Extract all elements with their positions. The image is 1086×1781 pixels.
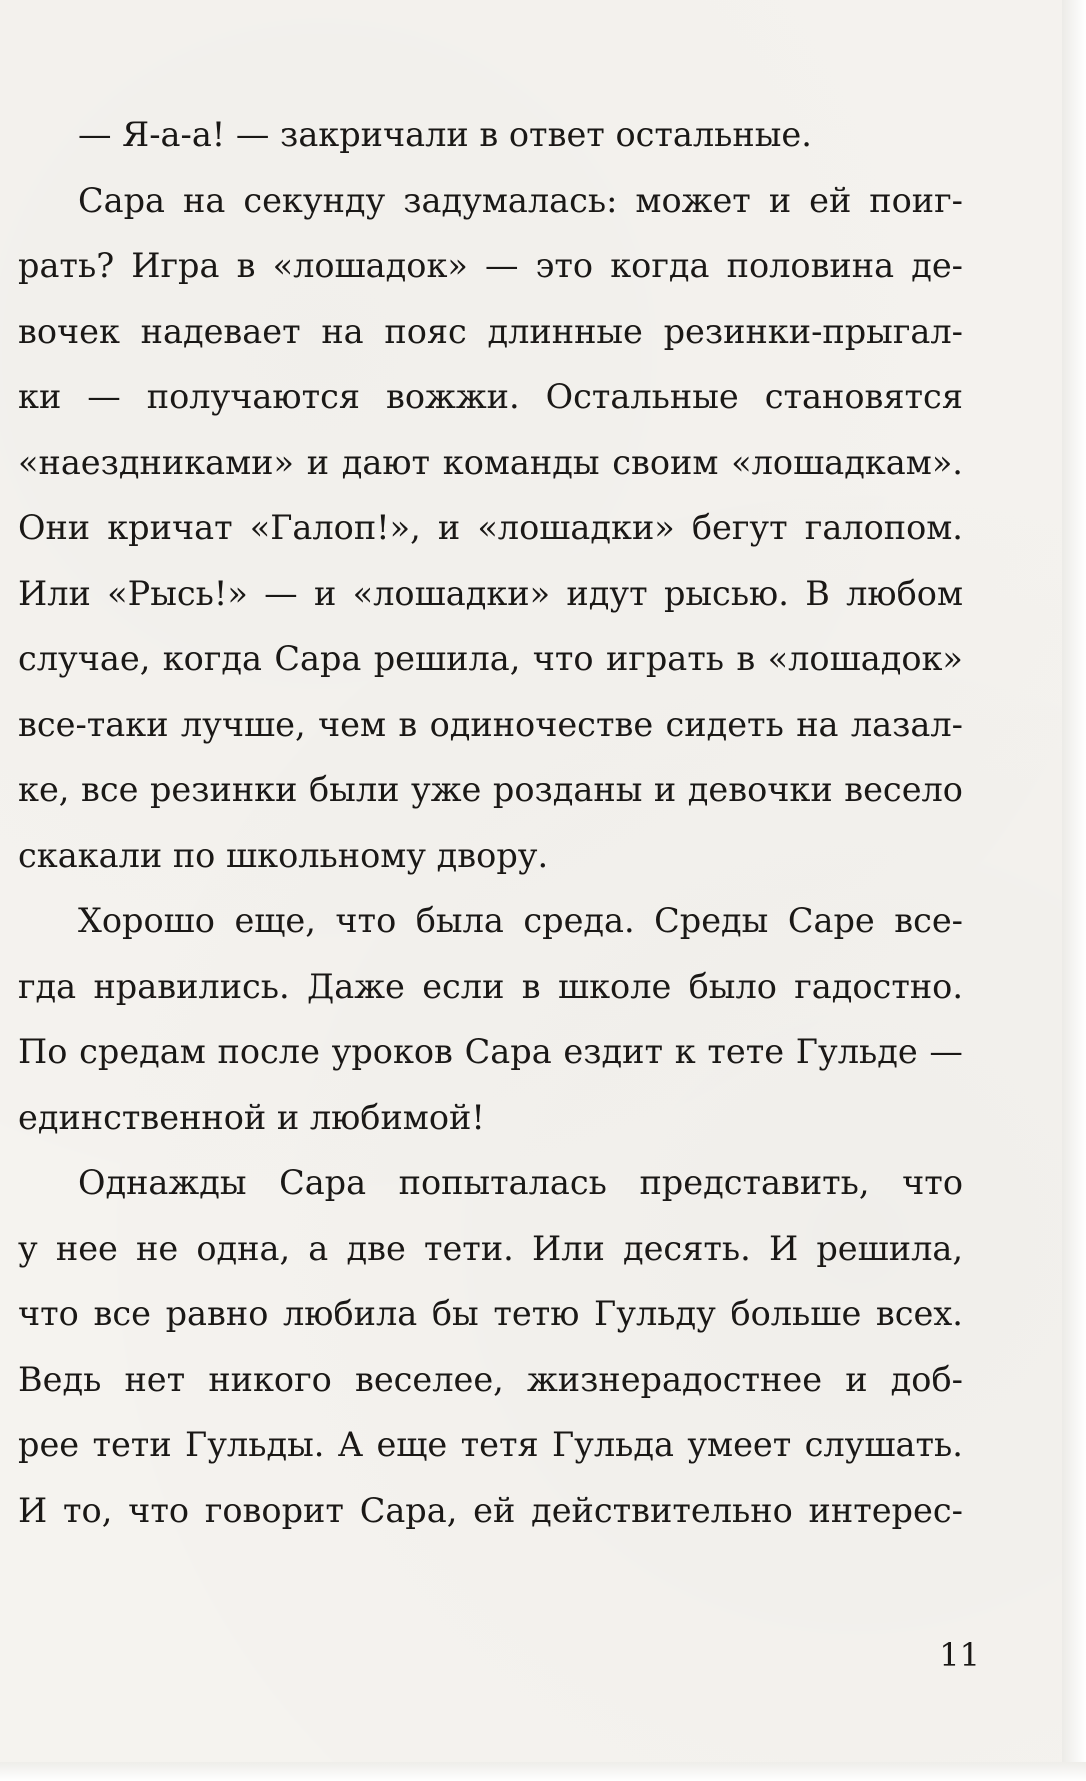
text-line: все-таки лучше, чем в одиночестве сидеть на лазал- — [18, 704, 963, 744]
text-line: Хорошо еще, что была среда. Среды Саре все- — [78, 901, 963, 940]
text-line: гда нравились. Даже если в школе было гадостно. — [18, 966, 963, 1006]
text-line: Или «Рысь!» — и «лошадки» идут рысью. В любом — [18, 573, 963, 613]
text-line: По средам после уроков Сара ездит к тете Гульде — — [18, 1032, 963, 1071]
page-edge-shadow — [1062, 0, 1086, 1781]
text-line: что все равно любила бы тетю Гульду больше всех. — [18, 1294, 963, 1333]
text-line: Ведь нет никого веселее, жизнерадостнее и доб- — [18, 1359, 963, 1399]
text-line: — Я-а-а! — закричали в ответ остальные. — [78, 115, 812, 154]
page-bottom-shadow — [0, 1762, 1086, 1781]
text-line: И то, что говорит Сара, ей действительно интерес- — [18, 1490, 963, 1530]
text-line: Однажды Сара попыталась представить, что — [78, 1163, 963, 1202]
text-line: скакали по школьному двору. — [18, 835, 549, 875]
page-number: 11 — [939, 1636, 980, 1674]
text-line: ки — получаются вожжи. Остальные становятся — [18, 377, 963, 416]
text-line: единственной и любимой! — [18, 1097, 485, 1137]
text-line: ке, все резинки были уже розданы и девочки весело — [18, 770, 963, 809]
text-line: вочек надевает на пояс длинные резинки-прыгал- — [18, 311, 963, 351]
text-line: рее тети Гульды. А еще тетя Гульда умеет слушать. — [18, 1425, 963, 1464]
text-line: Они кричат «Галоп!», и «лошадки» бегут галопом. — [18, 508, 963, 547]
text-line: рать? Игра в «лошадок» — это когда половина де- — [18, 246, 963, 285]
text-line: случае, когда Сара решила, что играть в «лошадок» — [18, 639, 963, 678]
text-line: Сара на секунду задумалась: может и ей поиг- — [78, 180, 963, 220]
text-line: «наездниками» и дают команды своим «лошадкам». — [18, 442, 963, 482]
text-line: у нее не одна, а две тети. Или десять. И решила, — [18, 1228, 963, 1268]
page-text — [18, 102, 963, 1543]
